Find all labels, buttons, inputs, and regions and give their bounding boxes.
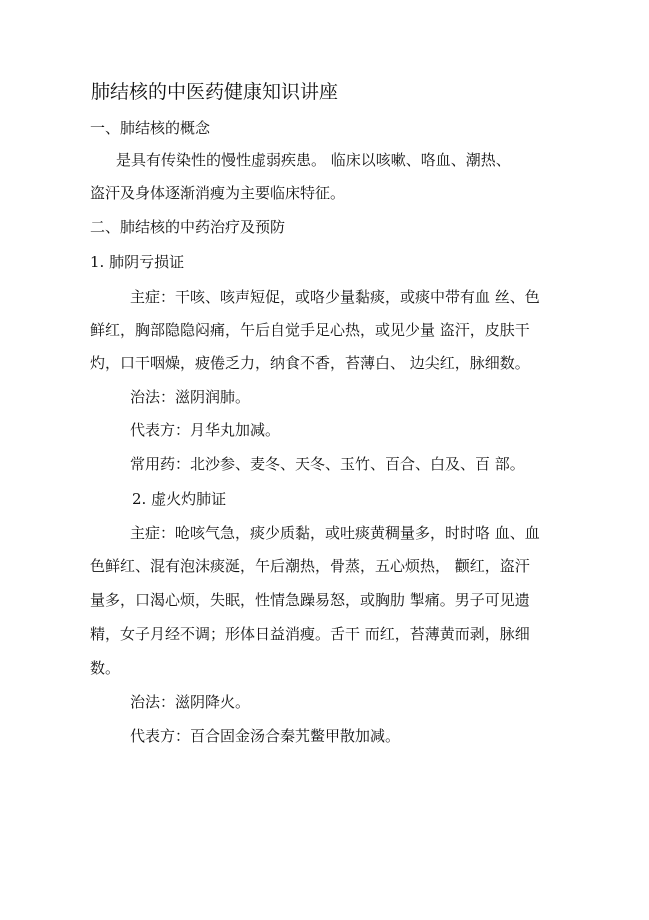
- symptoms-line: 数。: [90, 659, 121, 677]
- symptoms-line: 色鲜红、混有泡沫痰涎，午后潮热，骨蒸，五心烦热， 颧红，盗汗: [90, 557, 530, 575]
- subsection-heading-fire-lung: 2. 虚火灼肺证: [132, 490, 227, 508]
- treatment-method: 治法：滋阴润肺。: [130, 388, 251, 406]
- symptoms-line: 鲜红，胸部隐隐闷痛，午后自觉手足心热，或见少量 盗汗，皮肤干: [90, 321, 530, 339]
- section-heading-treatment: 二、肺结核的中药治疗及预防: [90, 218, 286, 236]
- section-heading-concept: 一、肺结核的概念: [90, 119, 211, 137]
- concept-paragraph-line: 盗汗及身体逐渐消瘦为主要临床特征。: [90, 184, 346, 202]
- treatment-method: 治法：滋阴降火。: [130, 693, 251, 711]
- symptoms-line: 灼，口干咽燥，疲倦乏力，纳食不香，苔薄白、 边尖红，脉细数。: [90, 354, 530, 372]
- page-title: 肺结核的中医药健康知识讲座: [91, 81, 339, 103]
- subsection-heading-yin-deficiency: 1. 肺阴亏损证: [90, 253, 185, 271]
- symptoms-line: 精，女子月经不调；形体日益消瘦。舌干 而红，苔薄黄而剥，脉细: [90, 625, 530, 643]
- common-herbs: 常用药：北沙参、麦冬、天冬、玉竹、百合、白及、百 部。: [130, 455, 525, 473]
- representative-formula: 代表方：百合固金汤合秦艽鳖甲散加减。: [130, 727, 401, 745]
- symptoms-line: 量多，口渴心烦，失眠，性情急躁易怒，或胸肋 掣痛。男子可见遗: [90, 591, 530, 609]
- representative-formula: 代表方：月华丸加减。: [130, 421, 281, 439]
- symptoms-line: 主症：呛咳气急，痰少质黏，或吐痰黄稠量多，时时咯 血、血: [130, 524, 540, 542]
- symptoms-line: 主症：干咳、咳声短促，或咯少量黏痰，或痰中带有血 丝、色: [130, 288, 540, 306]
- concept-paragraph-line: 是具有传染性的慢性虚弱疾患。 临床以咳嗽、咯血、潮热、: [116, 151, 511, 169]
